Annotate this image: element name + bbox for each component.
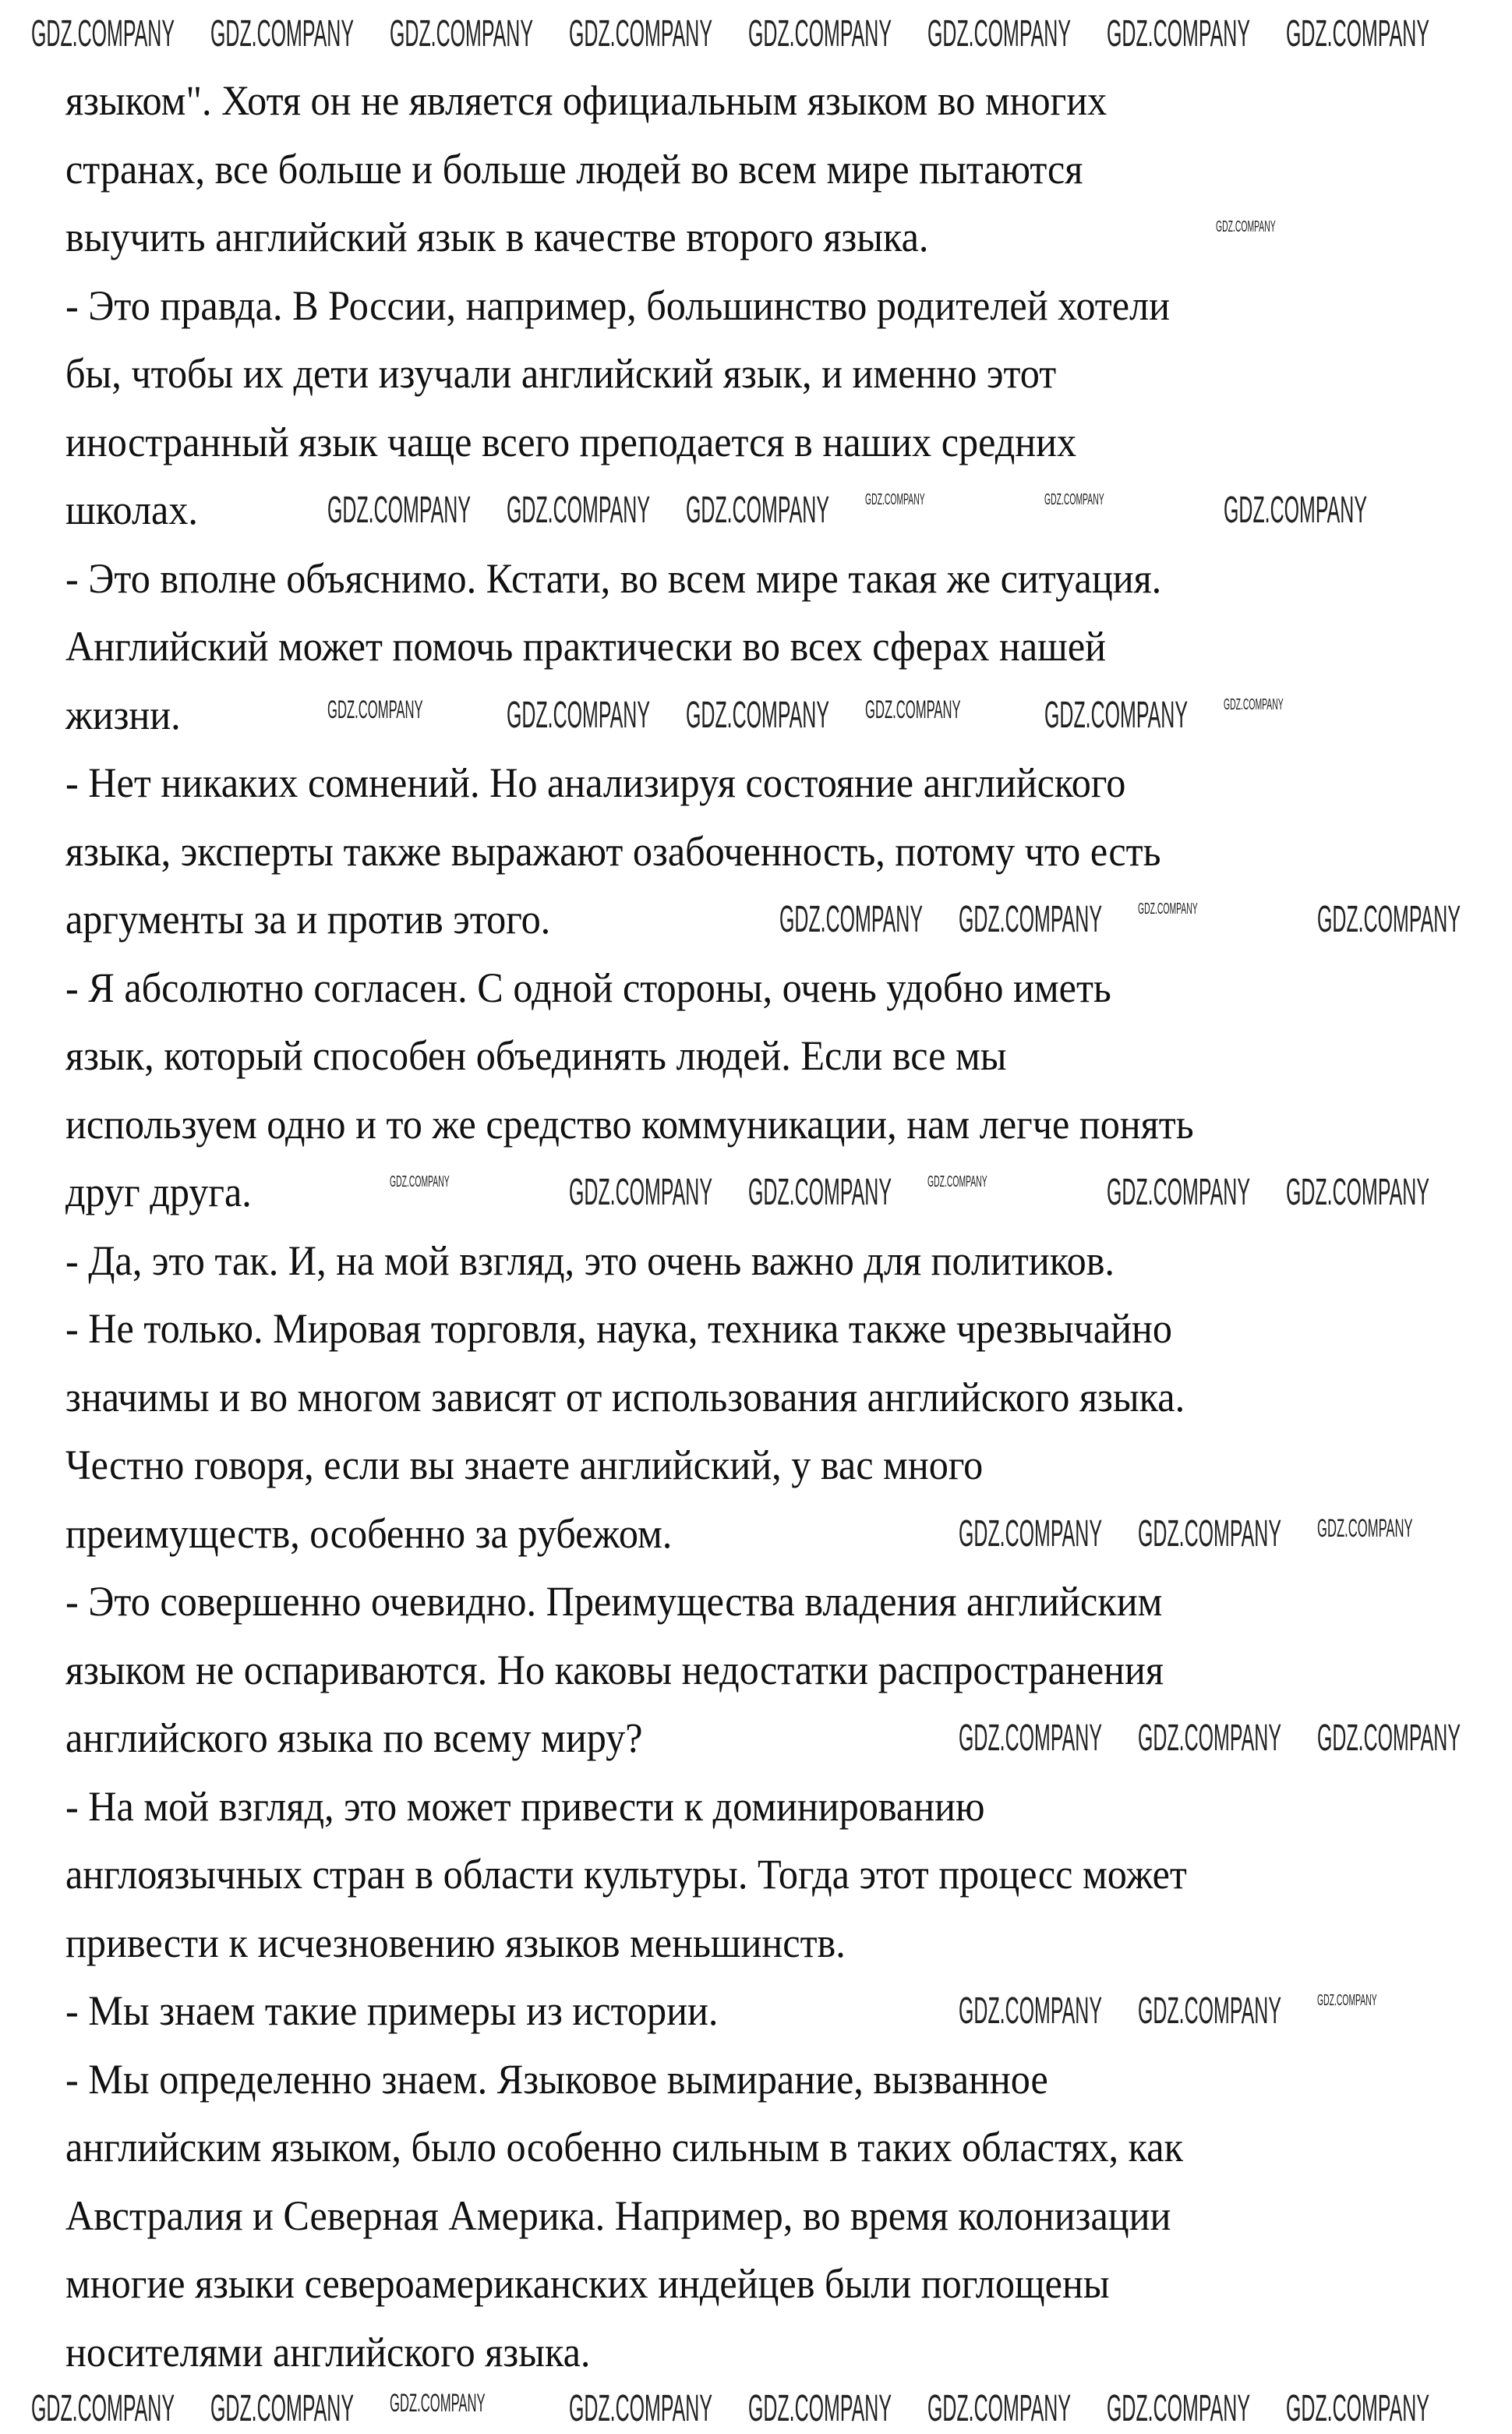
watermark: GDZ.COMPANY — [1317, 1992, 1377, 2009]
text-line: языком". Хотя он не является официальным языком во многих — [65, 77, 1108, 124]
watermark: GDZ.COMPANY — [1317, 1513, 1413, 1542]
watermark: GDZ.COMPANY — [686, 490, 829, 531]
text-line: англоязычных стран в области культуры. Тогда этот процесс может — [65, 1851, 1187, 1898]
text-line: выучить английский язык в качестве второго языка. — [65, 214, 929, 260]
text-line: школах. — [65, 486, 198, 533]
text-line: аргументы за и против этого. — [65, 896, 551, 943]
watermark: GDZ.COMPANY — [748, 13, 892, 55]
text-line: - Это совершенно очевидно. Преимущества владения английским — [65, 1578, 1163, 1625]
text-line: английского языка по всему миру? — [65, 1714, 643, 1761]
watermark: GDZ.COMPANY — [327, 490, 471, 531]
text-line: Английский может помочь практически во всех сферах нашей — [65, 623, 1107, 670]
text-line: многие языки североамериканских индейцев были поглощены — [65, 2260, 1110, 2307]
watermark: GDZ.COMPANY — [1138, 1990, 1281, 2032]
text-line: - Это вполне объяснимо. Кстати, во всем мире такая же ситуация. — [65, 554, 1162, 602]
watermark: GDZ.COMPANY — [748, 1172, 892, 1213]
watermark: GDZ.COMPANY — [1138, 900, 1198, 918]
watermark: GDZ.COMPANY — [1138, 1718, 1281, 1759]
text-line: используем одно и то же средство коммуникации, нам легче понять — [65, 1100, 1194, 1148]
text-line: языком не оспариваются. Но каковы недостатки распространения — [65, 1646, 1164, 1693]
text-line: - Нет никаких сомнений. Но анализируя состояние английского — [65, 759, 1126, 806]
text-line: язык, который способен объединять людей. Если все мы — [65, 1032, 1007, 1079]
text-line: значимы и во многом зависят от использования английского языка. — [65, 1373, 1185, 1420]
text-line: жизни. — [65, 691, 181, 738]
watermark: GDZ.COMPANY — [927, 13, 1071, 55]
text-line: - Да, это так. И, на мой взгляд, это очень важно для политиков. — [65, 1236, 1115, 1284]
watermark: GDZ.COMPANY — [959, 899, 1102, 940]
watermark: GDZ.COMPANY — [1107, 1172, 1250, 1213]
watermark: GDZ.COMPANY — [1224, 695, 1284, 713]
watermark: GDZ.COMPANY — [1286, 2388, 1429, 2429]
watermark: GDZ.COMPANY — [1317, 1718, 1461, 1759]
watermark: GDZ.COMPANY — [959, 1512, 1102, 1555]
document-body — [65, 67, 1484, 2386]
watermark: GDZ.COMPANY — [779, 899, 923, 940]
watermark: GDZ.COMPANY — [1107, 13, 1250, 55]
watermark: GDZ.COMPANY — [210, 2388, 354, 2429]
watermark: GDZ.COMPANY — [959, 1718, 1102, 1759]
text-line: странах, все больше и больше людей во всем мире пытаются — [65, 145, 1083, 193]
text-line: - Не только. Мировая торговля, наука, техника также чрезвычайно — [65, 1305, 1172, 1352]
text-line: - На мой взгляд, это может привести к доминированию — [65, 1782, 985, 1830]
text-line: - Мы знаем такие примеры из истории. — [65, 1987, 719, 2034]
text-line: Честно говоря, если вы знаете английский, у вас много — [65, 1442, 984, 1488]
watermark: GDZ.COMPANY — [327, 695, 423, 723]
text-line: преимуществ, особенно за рубежом. — [65, 1509, 673, 1557]
watermark: GDZ.COMPANY — [1138, 1512, 1281, 1555]
watermark: GDZ.COMPANY — [1044, 694, 1188, 736]
watermark: GDZ.COMPANY — [1317, 899, 1461, 940]
watermark: GDZ.COMPANY — [569, 1172, 712, 1213]
watermark: GDZ.COMPANY — [1286, 13, 1429, 55]
watermark: GDZ.COMPANY — [569, 2388, 712, 2429]
watermark: GDZ.COMPANY — [507, 694, 650, 736]
watermark: GDZ.COMPANY — [1107, 2388, 1250, 2429]
watermark: GDZ.COMPANY — [865, 491, 925, 508]
watermark: GDZ.COMPANY — [1216, 218, 1276, 235]
watermark: GDZ.COMPANY — [507, 490, 650, 531]
text-line: бы, чтобы их дети изучали английский язык, и именно этот — [65, 350, 1057, 397]
watermark: GDZ.COMPANY — [686, 694, 829, 736]
watermark: GDZ.COMPANY — [390, 2389, 486, 2417]
watermark: GDZ.COMPANY — [865, 695, 961, 723]
watermark: GDZ.COMPANY — [31, 13, 175, 55]
text-line: носителями английского языка. — [65, 2328, 591, 2376]
text-line: - Это правда. В России, например, большинство родителей хотели — [65, 281, 1170, 329]
text-line: Австралия и Северная Америка. Например, во время колонизации — [65, 2192, 1171, 2239]
text-line: языка, эксперты также выражают озабоченность, потому что есть — [65, 827, 1161, 875]
text-line: иностранный язык чаще всего преподается в наших средних — [65, 418, 1077, 465]
watermark: GDZ.COMPANY — [390, 1173, 450, 1190]
watermark: GDZ.COMPANY — [390, 13, 533, 55]
watermark: GDZ.COMPANY — [31, 2388, 175, 2429]
watermark: GDZ.COMPANY — [569, 13, 712, 55]
text-line: - Мы определенно знаем. Языковое вымирание, вызванное — [65, 2055, 1048, 2103]
text-line: привести к исчезновению языков меньшинств. — [65, 1919, 846, 1966]
watermark: GDZ.COMPANY — [748, 2388, 892, 2429]
watermark: GDZ.COMPANY — [1224, 490, 1367, 531]
watermark: GDZ.COMPANY — [927, 2388, 1071, 2429]
watermark: GDZ.COMPANY — [927, 1173, 987, 1190]
watermark: GDZ.COMPANY — [1286, 1172, 1429, 1213]
watermark: GDZ.COMPANY — [1044, 491, 1104, 508]
watermark: GDZ.COMPANY — [959, 1990, 1102, 2032]
text-line: - Я абсолютно согласен. С одной стороны, очень удобно иметь — [65, 964, 1111, 1011]
text-line: английским языком, было особенно сильным в таких областях, как — [65, 2124, 1184, 2170]
text-line: друг друга. — [65, 1169, 252, 1215]
watermark: GDZ.COMPANY — [210, 13, 354, 55]
